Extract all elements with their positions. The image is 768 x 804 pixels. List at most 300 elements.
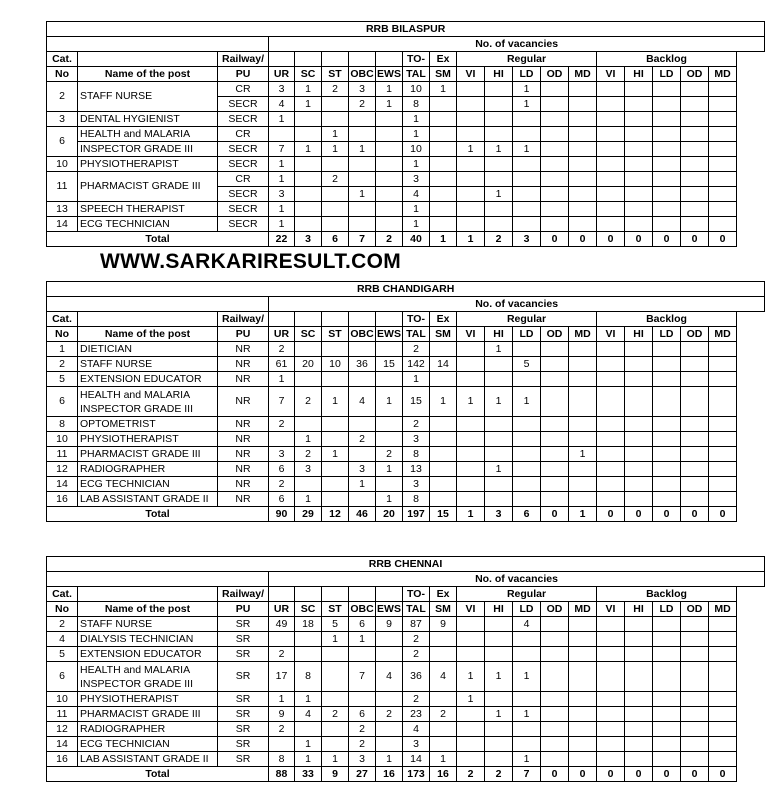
vacancy-cell: 2 — [269, 722, 295, 737]
railway-cell: SECR — [218, 202, 269, 217]
post-name-cell: STAFF NURSE — [78, 357, 218, 372]
vacancy-cell: 2 — [403, 692, 430, 707]
total-cell: 0 — [681, 767, 709, 782]
table-row — [47, 492, 765, 507]
vacancy-cell — [569, 632, 597, 647]
total-cell: 0 — [709, 507, 737, 522]
vacancy-cell — [322, 432, 349, 447]
vacancy-cell — [349, 372, 376, 387]
backlog-sub-header: VI — [597, 327, 625, 342]
vacancy-cell — [457, 82, 485, 97]
table-row — [47, 662, 765, 692]
vacancy-cell: 4 — [513, 617, 541, 632]
vacancy-cell — [541, 187, 569, 202]
table-row — [47, 737, 765, 752]
vacancy-cell — [597, 752, 625, 767]
vacancy-cell: 1 — [403, 372, 430, 387]
vacancy-cell — [485, 752, 513, 767]
vacancy-cell — [485, 112, 513, 127]
vacancy-cell — [709, 722, 737, 737]
post-name-header: Name of the post — [78, 602, 218, 617]
total-cell: 20 — [376, 507, 403, 522]
vacancy-cell: 1 — [457, 662, 485, 692]
cat-no-cell: 14 — [47, 737, 78, 752]
cat-header: Cat. — [47, 312, 78, 327]
header-blank — [47, 37, 269, 52]
vacancy-cell: 1 — [322, 632, 349, 647]
table-row — [47, 462, 765, 477]
vacancy-cell: 1 — [269, 692, 295, 707]
table-title: RRB CHANDIGARH — [47, 282, 765, 297]
vacancy-cell — [597, 157, 625, 172]
vacancy-cell — [269, 432, 295, 447]
cat-no-cell: 16 — [47, 752, 78, 767]
vacancies-header: No. of vacancies — [269, 572, 765, 587]
total-label: Total — [47, 767, 269, 782]
vacancy-cell — [625, 372, 653, 387]
exsm-header-2: SM — [430, 327, 457, 342]
total-cell: 22 — [269, 232, 295, 247]
vacancy-cell — [349, 417, 376, 432]
vacancy-cell — [681, 647, 709, 662]
vacancy-cell — [513, 417, 541, 432]
vacancy-cell — [625, 187, 653, 202]
vacancy-cell — [541, 462, 569, 477]
regular-sub-header: MD — [569, 602, 597, 617]
vacancy-cell — [269, 127, 295, 142]
vacancy-cell: 1 — [269, 112, 295, 127]
vacancy-cell — [485, 647, 513, 662]
vacancy-cell — [597, 142, 625, 157]
table-row — [47, 647, 765, 662]
vacancy-cell — [625, 142, 653, 157]
table-row — [47, 142, 765, 157]
vacancy-cell: 3 — [403, 172, 430, 187]
backlog-sub-header: MD — [709, 602, 737, 617]
vacancy-cell — [295, 127, 322, 142]
pu-header: PU — [218, 67, 269, 82]
vacancy-cell — [376, 737, 403, 752]
vacancy-cell — [430, 462, 457, 477]
vacancy-cell — [625, 217, 653, 232]
vacancy-cell: 1 — [349, 632, 376, 647]
backlog-sub-header: LD — [653, 602, 681, 617]
railway-header: Railway/ — [218, 587, 269, 602]
table-row — [47, 157, 765, 172]
vacancy-cell — [349, 217, 376, 232]
exsm-header: Ex — [430, 52, 457, 67]
post-name-cell: HEALTH and MALARIA INSPECTOR GRADE III — [78, 387, 218, 417]
total-cell: 29 — [295, 507, 322, 522]
vacancy-cell — [295, 477, 322, 492]
vacancy-cell — [376, 632, 403, 647]
vacancy-cell — [485, 202, 513, 217]
vacancy-cell — [709, 387, 737, 417]
table-title: RRB BILASPUR — [47, 22, 765, 37]
vacancy-cell — [430, 417, 457, 432]
vacancy-cell — [569, 492, 597, 507]
vacancy-cell: 2 — [349, 722, 376, 737]
vacancy-cell: 1 — [457, 387, 485, 417]
vacancy-cell — [541, 172, 569, 187]
vacancy-cell — [541, 157, 569, 172]
vacancy-cell: 61 — [269, 357, 295, 372]
total-cell: 0 — [569, 767, 597, 782]
vacancy-cell — [597, 357, 625, 372]
vacancy-cell — [653, 127, 681, 142]
vacancy-cell — [569, 462, 597, 477]
vacancy-cell — [709, 662, 737, 692]
vacancy-cell — [625, 97, 653, 112]
vacancy-cell — [513, 447, 541, 462]
vacancy-cell — [430, 97, 457, 112]
total-cell: 7 — [349, 232, 376, 247]
vacancy-cell — [681, 447, 709, 462]
table-row — [47, 447, 765, 462]
railway-cell: NR — [218, 357, 269, 372]
vacancy-cell — [541, 722, 569, 737]
vacancy-cell — [513, 737, 541, 752]
vacancy-cell — [513, 722, 541, 737]
table-row — [47, 617, 765, 632]
vacancy-cell — [457, 127, 485, 142]
vacancy-cell: 1 — [430, 387, 457, 417]
regular-sub-header: HI — [485, 602, 513, 617]
vacancy-cell — [709, 157, 737, 172]
vacancy-cell: 2 — [403, 647, 430, 662]
backlog-sub-header: HI — [625, 67, 653, 82]
category-header: EWS — [377, 602, 401, 615]
vacancy-cell: 14 — [403, 752, 430, 767]
backlog-sub-header: HI — [625, 327, 653, 342]
post-name-cell: ECG TECHNICIAN — [78, 217, 218, 232]
vacancy-cell — [681, 372, 709, 387]
vacancy-cell — [681, 187, 709, 202]
vacancy-cell — [541, 127, 569, 142]
total-cell: 27 — [349, 767, 376, 782]
vacancy-cell — [295, 157, 322, 172]
vacancy-cell: 8 — [269, 752, 295, 767]
vacancy-cell: 1 — [513, 82, 541, 97]
total-header-2: TAL — [403, 327, 430, 342]
vacancy-cell — [597, 462, 625, 477]
total-cell: 40 — [403, 232, 430, 247]
cat-no-cell: 2 — [47, 617, 78, 632]
vacancy-cell — [322, 477, 349, 492]
post-name-cell: ECG TECHNICIAN — [78, 477, 218, 492]
vacancy-cell: 1 — [295, 752, 322, 767]
vacancy-cell: 3 — [403, 432, 430, 447]
vacancy-cell: 1 — [322, 127, 349, 142]
vacancy-cell — [709, 142, 737, 157]
post-name-cell: INSPECTOR GRADE III — [78, 142, 218, 157]
vacancy-cell: 49 — [269, 617, 295, 632]
vacancy-cell: 1 — [269, 172, 295, 187]
post-name-cell: HEALTH and MALARIA — [78, 127, 218, 142]
cat-no-cell: 5 — [47, 372, 78, 387]
vacancy-cell — [681, 417, 709, 432]
cat-header: Cat. — [47, 52, 78, 67]
table-row — [47, 112, 765, 127]
vacancy-cell — [322, 492, 349, 507]
railway-header: Railway/ — [218, 312, 269, 327]
vacancy-cell — [541, 752, 569, 767]
railway-cell: SECR — [218, 97, 269, 112]
vacancy-cell — [709, 617, 737, 632]
vacancy-cell — [625, 707, 653, 722]
vacancy-cell — [485, 737, 513, 752]
exsm-header-2: SM — [430, 602, 457, 617]
vacancy-cell — [681, 617, 709, 632]
vacancy-cell — [430, 142, 457, 157]
vacancy-cell: 1 — [269, 202, 295, 217]
railway-cell: NR — [218, 372, 269, 387]
vacancy-cell: 4 — [403, 722, 430, 737]
vacancy-cell: 36 — [403, 662, 430, 692]
vacancy-cell: 2 — [403, 632, 430, 647]
total-cell: 3 — [485, 507, 513, 522]
post-name-cell: PHYSIOTHERAPIST — [78, 157, 218, 172]
vacancy-cell — [569, 187, 597, 202]
vacancy-cell — [709, 632, 737, 647]
vacancy-cell — [625, 752, 653, 767]
vacancy-cell: 3 — [269, 447, 295, 462]
railway-cell: SR — [218, 752, 269, 767]
vacancy-cell — [295, 172, 322, 187]
category-header: OBC — [350, 327, 374, 340]
vacancy-cell: 4 — [269, 97, 295, 112]
vacancy-cell — [457, 737, 485, 752]
railway-cell: SR — [218, 662, 269, 692]
post-name-cell: HEALTH and MALARIA INSPECTOR GRADE III — [78, 662, 218, 692]
header-blank — [47, 572, 269, 587]
vacancy-cell — [513, 477, 541, 492]
vacancy-cell — [625, 157, 653, 172]
vacancy-cell — [653, 372, 681, 387]
post-name-cell: OPTOMETRIST — [78, 417, 218, 432]
vacancy-cell — [457, 432, 485, 447]
vacancy-cell — [457, 357, 485, 372]
vacancy-cell — [513, 342, 541, 357]
vacancy-cell — [295, 342, 322, 357]
post-name-cell: STAFF NURSE — [78, 617, 218, 632]
vacancy-cell: 2 — [403, 342, 430, 357]
vacancy-cell — [513, 462, 541, 477]
vacancy-cell — [322, 342, 349, 357]
name-header-top — [78, 312, 218, 327]
vacancy-cell — [597, 662, 625, 692]
vacancy-cell — [653, 477, 681, 492]
vacancy-cell — [457, 187, 485, 202]
vacancy-cell — [597, 97, 625, 112]
table-row — [47, 722, 765, 737]
vacancy-cell — [430, 722, 457, 737]
railway-cell: NR — [218, 342, 269, 357]
cat-no-cell: 5 — [47, 647, 78, 662]
vacancy-cell — [457, 172, 485, 187]
vacancy-cell — [513, 432, 541, 447]
vacancy-cell — [569, 172, 597, 187]
total-cell: 16 — [376, 767, 403, 782]
vacancy-cell — [653, 632, 681, 647]
vacancy-cell — [349, 172, 376, 187]
vacancy-cell: 1 — [485, 187, 513, 202]
vacancy-cell — [653, 142, 681, 157]
vacancy-cell — [569, 357, 597, 372]
total-cell: 46 — [349, 507, 376, 522]
vacancy-cell: 1 — [485, 387, 513, 417]
vacancy-cell: 2 — [322, 172, 349, 187]
vacancy-cell — [349, 492, 376, 507]
vacancy-cell — [681, 737, 709, 752]
vacancy-cell — [457, 647, 485, 662]
vacancy-cell — [457, 722, 485, 737]
category-header: SC — [295, 67, 322, 82]
vacancy-cell — [569, 342, 597, 357]
vacancy-cell — [681, 142, 709, 157]
vacancy-cell: 1 — [430, 752, 457, 767]
vacancy-cell — [430, 477, 457, 492]
table-row — [47, 217, 765, 232]
vacancy-cell: 9 — [376, 617, 403, 632]
vacancy-cell — [653, 172, 681, 187]
total-cell: 6 — [322, 232, 349, 247]
vacancy-cell — [597, 172, 625, 187]
vacancy-cell: 1 — [322, 387, 349, 417]
vacancy-cell — [681, 492, 709, 507]
vacancy-cell — [376, 112, 403, 127]
vacancy-cell: 3 — [349, 462, 376, 477]
railway-cell: SR — [218, 647, 269, 662]
vacancy-cell: 3 — [349, 752, 376, 767]
backlog-sub-header: MD — [709, 67, 737, 82]
regular-header: Regular — [457, 587, 597, 602]
vacancy-cell — [457, 492, 485, 507]
vacancy-cell — [295, 417, 322, 432]
vacancy-cell — [597, 492, 625, 507]
vacancy-cell — [625, 357, 653, 372]
cat-no-cell: 6 — [47, 387, 78, 417]
vacancy-cell — [430, 372, 457, 387]
backlog-sub-header: HI — [625, 602, 653, 617]
vacancy-cell — [485, 127, 513, 142]
vacancy-cell: 1 — [376, 492, 403, 507]
vacancy-cell — [653, 752, 681, 767]
vacancy-cell — [653, 387, 681, 417]
vacancy-cell — [376, 477, 403, 492]
vacancy-cell — [681, 157, 709, 172]
vacancy-cell — [709, 462, 737, 477]
vacancy-cell: 4 — [403, 187, 430, 202]
vacancy-cell: 1 — [269, 372, 295, 387]
regular-sub-header: VI — [457, 602, 485, 617]
total-cell: 90 — [269, 507, 295, 522]
vacancy-cell: 2 — [349, 432, 376, 447]
vacancy-cell — [625, 617, 653, 632]
vacancy-cell — [376, 172, 403, 187]
vacancy-cell — [709, 342, 737, 357]
vacancy-cell — [457, 707, 485, 722]
total-cell: 0 — [653, 232, 681, 247]
railway-cell: SECR — [218, 142, 269, 157]
vacancy-cell: 1 — [457, 142, 485, 157]
vacancy-cell — [457, 217, 485, 232]
vacancy-cell — [625, 737, 653, 752]
vacancy-cell — [681, 172, 709, 187]
vacancy-cell — [485, 157, 513, 172]
vacancy-cell: 1 — [403, 157, 430, 172]
vacancy-cell — [541, 492, 569, 507]
exsm-header: Ex — [430, 587, 457, 602]
vacancy-cell: 7 — [349, 662, 376, 692]
total-cell: 33 — [295, 767, 322, 782]
vacancy-cell — [541, 692, 569, 707]
category-header: EWS — [377, 67, 401, 80]
rrb-bilaspur-table — [46, 21, 765, 247]
vacancy-cell — [625, 202, 653, 217]
vacancy-cell: 14 — [430, 357, 457, 372]
vacancy-cell — [322, 112, 349, 127]
vacancy-cell — [541, 662, 569, 692]
vacancy-cell — [457, 202, 485, 217]
vacancy-cell — [376, 432, 403, 447]
vacancy-cell — [597, 722, 625, 737]
vacancy-cell — [709, 737, 737, 752]
vacancy-cell — [430, 217, 457, 232]
vacancy-cell — [569, 647, 597, 662]
vacancy-cell — [513, 692, 541, 707]
total-cell: 2 — [485, 767, 513, 782]
vacancy-cell — [541, 387, 569, 417]
vacancy-cell — [653, 82, 681, 97]
vacancy-cell: 1 — [513, 97, 541, 112]
vacancy-cell — [709, 187, 737, 202]
vacancy-cell — [653, 737, 681, 752]
post-name-cell: PHYSIOTHERAPIST — [78, 692, 218, 707]
vacancy-cell — [457, 157, 485, 172]
total-cell: 1 — [457, 507, 485, 522]
post-name-cell: PHARMACIST GRADE III — [78, 447, 218, 462]
vacancy-cell: 20 — [295, 357, 322, 372]
vacancy-cell — [569, 372, 597, 387]
vacancy-cell — [597, 617, 625, 632]
railway-cell: CR — [218, 82, 269, 97]
cat-no-cell: 6 — [47, 662, 78, 692]
vacancy-cell: 3 — [403, 737, 430, 752]
header-blank — [47, 297, 269, 312]
railway-cell: SECR — [218, 187, 269, 202]
vacancy-cell — [597, 82, 625, 97]
vacancy-cell — [597, 707, 625, 722]
category-header-top — [322, 52, 349, 67]
vacancy-cell: 1 — [269, 157, 295, 172]
total-header: TO- — [403, 312, 430, 327]
total-header: TO- — [403, 52, 430, 67]
total-cell: 2 — [485, 232, 513, 247]
category-header: UR — [269, 327, 295, 342]
watermark-text: WWW.SARKARIRESULT.COM — [100, 250, 402, 273]
vacancy-cell — [485, 97, 513, 112]
vacancy-cell: 3 — [269, 187, 295, 202]
vacancy-cell — [430, 187, 457, 202]
category-header: EWS — [377, 327, 401, 340]
vacancy-cell — [430, 692, 457, 707]
vacancy-cell — [709, 477, 737, 492]
vacancy-cell — [541, 617, 569, 632]
vacancy-cell — [597, 477, 625, 492]
vacancy-cell — [709, 447, 737, 462]
cat-no-header: No — [47, 602, 78, 617]
